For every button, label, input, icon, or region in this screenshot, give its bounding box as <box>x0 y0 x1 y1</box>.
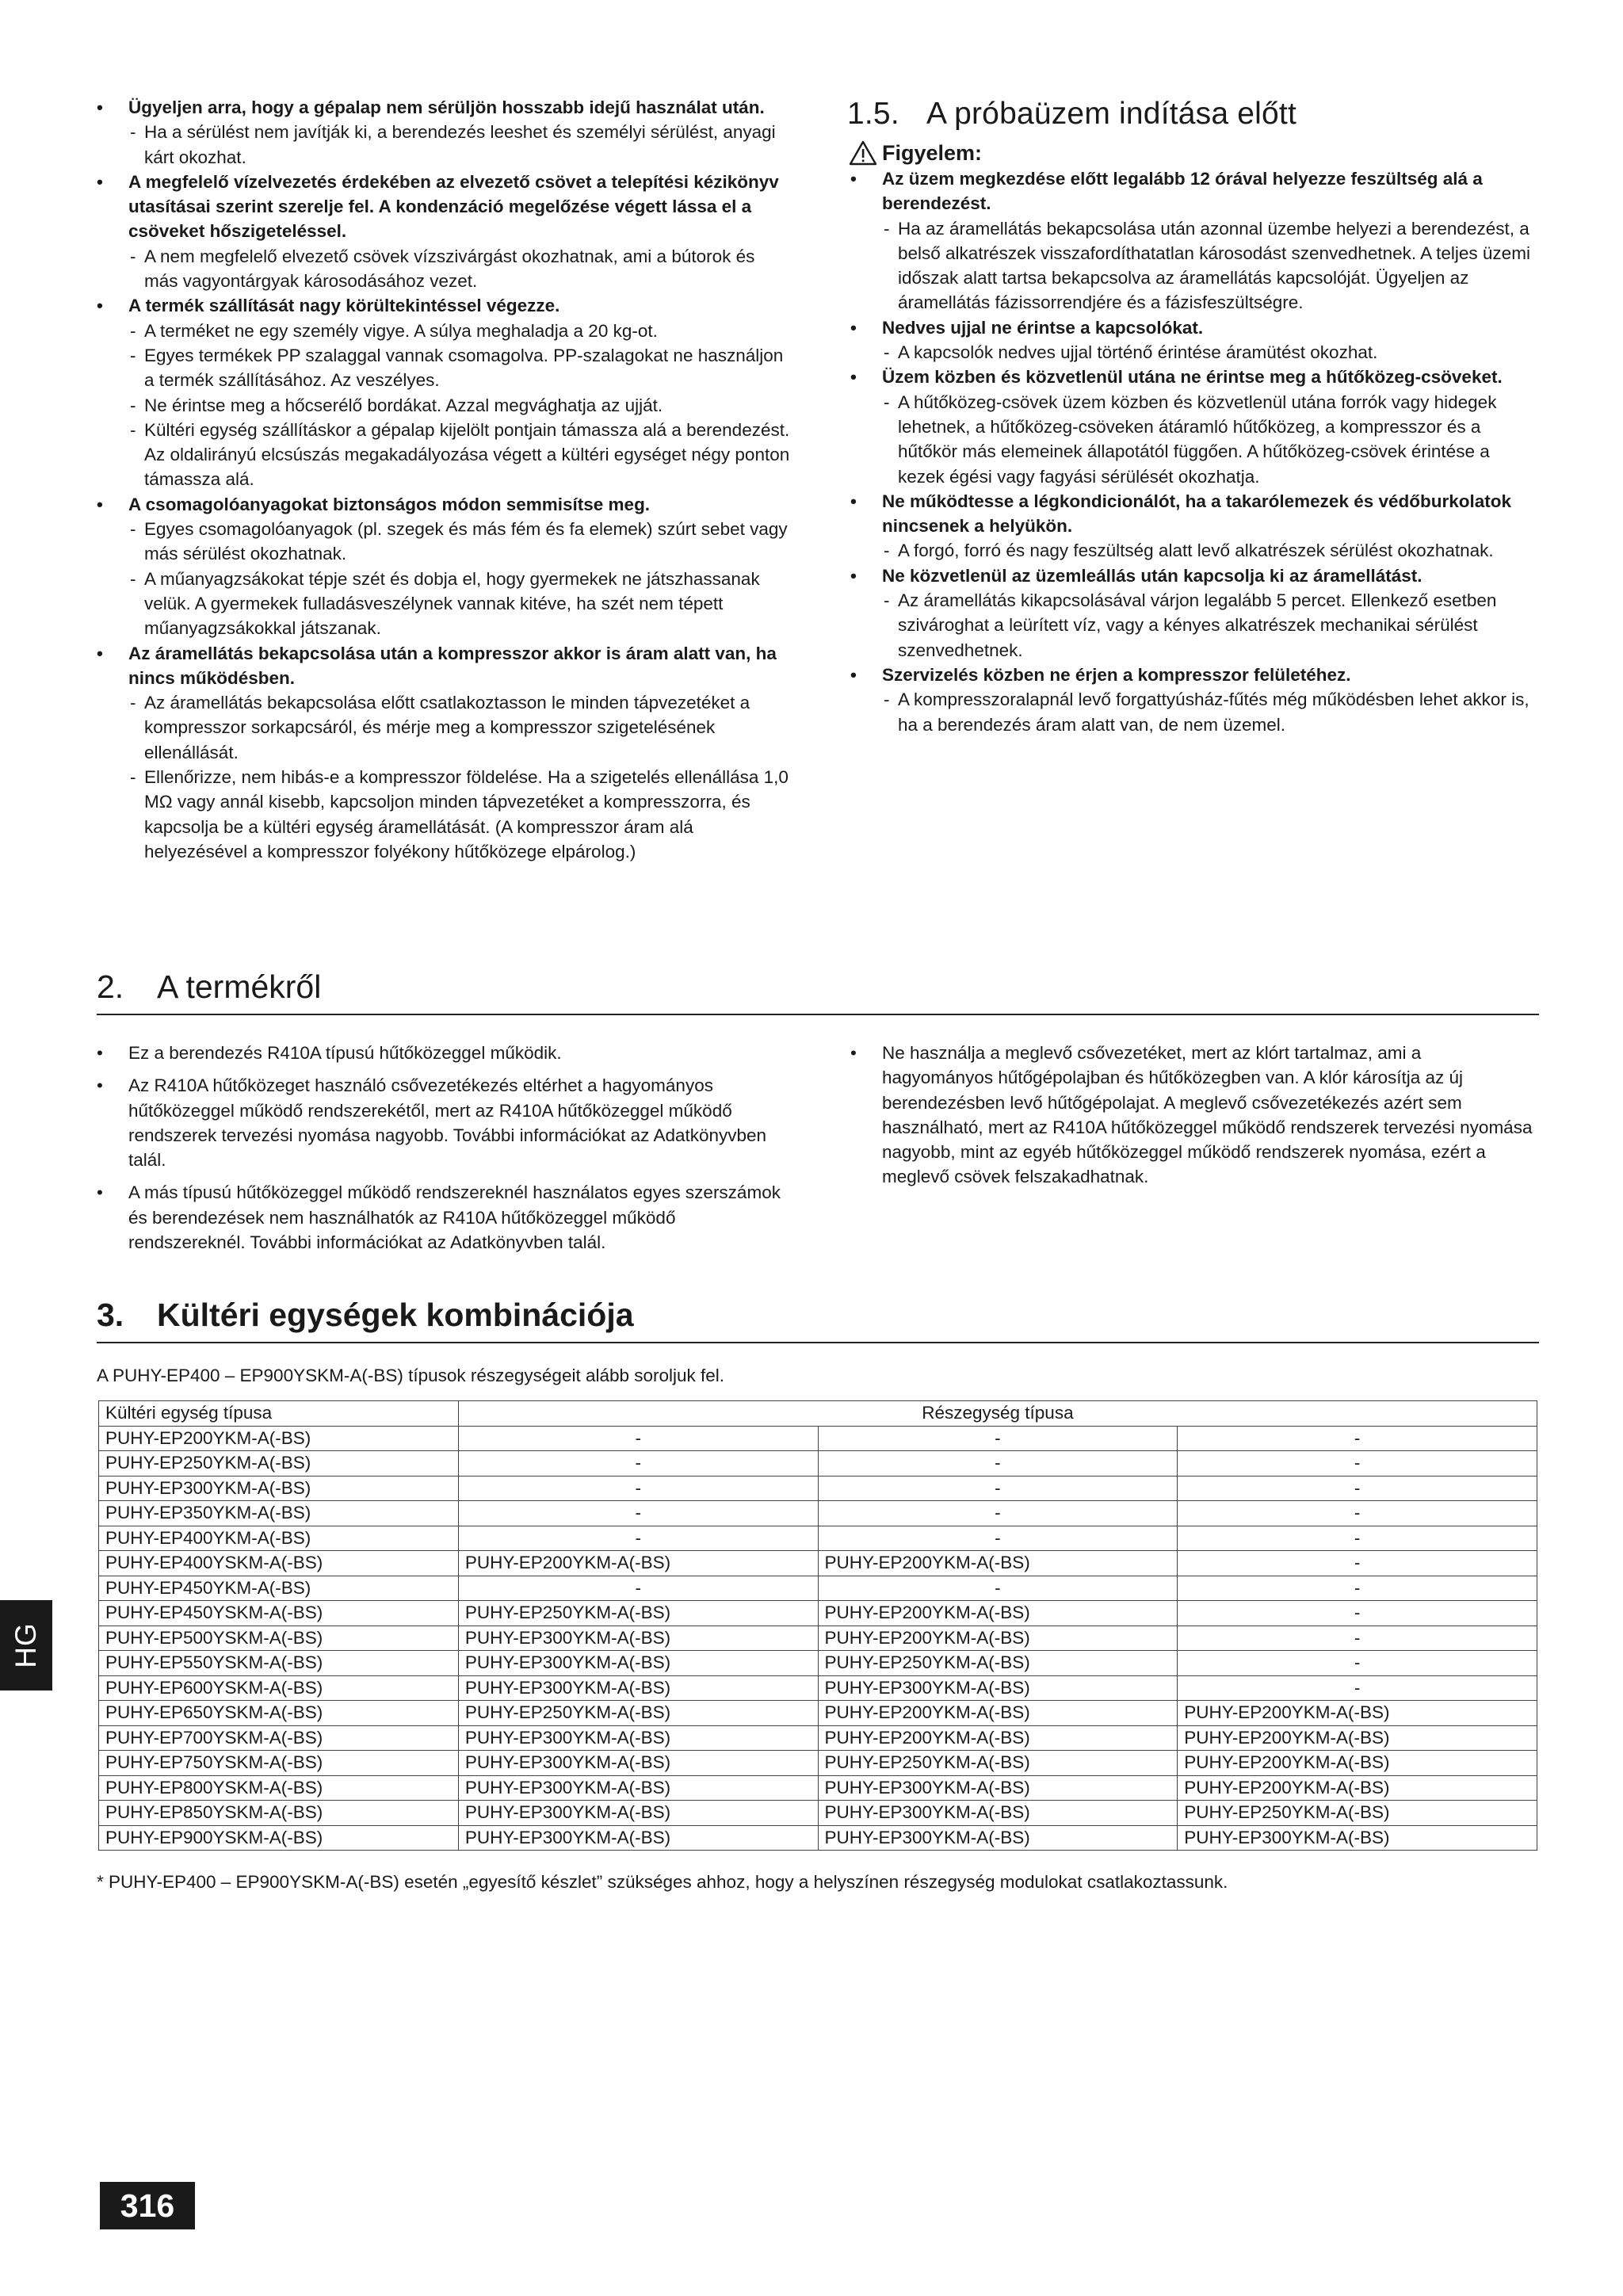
table-cell: PUHY-EP300YKM-A(-BS) <box>458 1626 818 1651</box>
table-cell: - <box>1178 1451 1537 1477</box>
table-cell: - <box>1178 1426 1537 1451</box>
bullet-item: • A termék szállítását nagy körültekintéssel végezze. <box>94 293 791 318</box>
table-row <box>99 1476 1537 1501</box>
table-cell: PUHY-EP200YKM-A(-BS) <box>1178 1775 1537 1801</box>
table-header-cell: Kültéri egység típusa <box>99 1401 459 1427</box>
sub-item: - A kapcsolók nedves ujjal történő érintése áramütést okozhat. <box>847 340 1537 365</box>
section-2-right-column <box>847 1041 1537 1198</box>
table-cell: PUHY-EP250YKM-A(-BS) <box>99 1451 459 1477</box>
bullet-item: • A megfelelő vízelvezetés érdekében az elvezető csövet a telepítési kézikönyv utasításai szerint szerelje fel. A kondenzáció megelőzése végett lássa el a csöveket hőszigeteléssel. <box>94 170 791 244</box>
table-cell: PUHY-EP800YSKM-A(-BS) <box>99 1775 459 1801</box>
table-cell: - <box>1178 1551 1537 1576</box>
table-cell: PUHY-EP250YKM-A(-BS) <box>818 1651 1178 1676</box>
table-cell: - <box>458 1426 818 1451</box>
table-cell: PUHY-EP300YKM-A(-BS) <box>458 1651 818 1676</box>
sub-item: - A terméket ne egy személy vigye. A súlya meghaladja a 20 kg-ot. <box>94 319 791 343</box>
table-cell: PUHY-EP300YKM-A(-BS) <box>818 1801 1178 1826</box>
bullet-item: • A más típusú hűtőközeggel működő rendszereknél használatos egyes szerszámok és berendezések nem használhatók az R410A hűtőközeggel működő rendszereknél. További információkat az Adatkönyvben talál. <box>94 1180 791 1255</box>
table-row <box>99 1775 1537 1801</box>
sub-item: - A nem megfelelő elvezető csövek vízszivárgást okozhatnak, ami a bútorok és más vagyontárgyak károsodásához vezet. <box>94 244 791 294</box>
section-2-heading <box>97 968 1539 1015</box>
table-cell: - <box>1178 1626 1537 1651</box>
table-cell: - <box>818 1501 1178 1526</box>
table-cell: PUHY-EP300YKM-A(-BS) <box>458 1775 818 1801</box>
table-cell: PUHY-EP200YKM-A(-BS) <box>818 1601 1178 1626</box>
table-cell: - <box>1178 1501 1537 1526</box>
table-cell: - <box>1178 1651 1537 1676</box>
table-row <box>99 1426 1537 1451</box>
bullet-item: • Ne használja a meglevő csővezetéket, mert az klórt tartalmaz, ami a hagyományos hűtőgépolajban és hűtőközegben van. A klór károsítja az új berendezésben levő hűtőgépolajat. A meglevő csővezetékezés azért sem használható, mert az R410A hűtőközeggel működő rendszerek tervezési nyomása nagyobb, mint az egyéb hűtőközeggel működő rendszerek nyomása, ezért a meglevő csövek felszakadhatnak. <box>847 1041 1537 1190</box>
table-cell: - <box>1178 1601 1537 1626</box>
table-cell: PUHY-EP200YKM-A(-BS) <box>458 1551 818 1576</box>
table-cell: PUHY-EP200YKM-A(-BS) <box>1178 1725 1537 1751</box>
bullet-item: • Ne működtesse a légkondicionálót, ha a takarólemezek és védőburkolatok nincsenek a helyükön. <box>847 489 1537 539</box>
table-cell: PUHY-EP750YSKM-A(-BS) <box>99 1751 459 1776</box>
table-row <box>99 1576 1537 1601</box>
table-cell: PUHY-EP300YKM-A(-BS) <box>818 1825 1178 1851</box>
table-cell: - <box>818 1451 1178 1477</box>
table-cell: - <box>458 1476 818 1501</box>
table-cell: PUHY-EP300YKM-A(-BS) <box>99 1476 459 1501</box>
bullet-item: • Ügyeljen arra, hogy a gépalap nem sérüljön hosszabb idejű használat után. <box>94 95 791 120</box>
bullet-item: • Az üzem megkezdése előtt legalább 12 órával helyezze feszültség alá a berendezést. <box>847 166 1537 216</box>
table-cell: PUHY-EP200YKM-A(-BS) <box>818 1701 1178 1726</box>
table-row <box>99 1725 1537 1751</box>
table-cell: PUHY-EP850YSKM-A(-BS) <box>99 1801 459 1826</box>
table-row <box>99 1825 1537 1851</box>
table-cell: PUHY-EP200YKM-A(-BS) <box>1178 1751 1537 1776</box>
table-cell: PUHY-EP200YKM-A(-BS) <box>1178 1701 1537 1726</box>
section-title: Kültéri egységek kombinációja <box>157 1297 634 1333</box>
table-cell: PUHY-EP600YSKM-A(-BS) <box>99 1675 459 1701</box>
section-1-5-items <box>847 166 1537 737</box>
table-cell: - <box>458 1576 818 1601</box>
table-header-row <box>99 1401 1537 1427</box>
table-cell: PUHY-EP200YKM-A(-BS) <box>818 1725 1178 1751</box>
table-cell: - <box>458 1526 818 1551</box>
section-number: 3. <box>97 1297 124 1333</box>
table-cell: PUHY-EP200YKM-A(-BS) <box>818 1551 1178 1576</box>
table-cell: PUHY-EP300YKM-A(-BS) <box>458 1725 818 1751</box>
bullet-item: • Az áramellátás bekapcsolása után a kompresszor akkor is áram alatt van, ha nincs működésben. <box>94 641 791 691</box>
section-3-heading <box>97 1296 1539 1343</box>
table-row <box>99 1601 1537 1626</box>
section-number: 1.5. <box>847 97 899 131</box>
table-header-cell: Részegység típusa <box>458 1401 1537 1427</box>
table-cell: PUHY-EP300YKM-A(-BS) <box>818 1775 1178 1801</box>
section-title: A termékről <box>157 968 322 1005</box>
table-cell: - <box>818 1426 1178 1451</box>
table-row <box>99 1651 1537 1676</box>
table-cell: PUHY-EP900YSKM-A(-BS) <box>99 1825 459 1851</box>
table-cell: PUHY-EP450YSKM-A(-BS) <box>99 1601 459 1626</box>
sub-item: - Egyes csomagolóanyagok (pl. szegek és más fém és fa elemek) szúrt sebet vagy más sérülést okozhatnak. <box>94 517 791 567</box>
table-row <box>99 1675 1537 1701</box>
table-row <box>99 1451 1537 1477</box>
left-column <box>94 95 791 864</box>
table-cell: PUHY-EP300YKM-A(-BS) <box>818 1675 1178 1701</box>
bullet-item: • Ez a berendezés R410A típusú hűtőközeggel működik. <box>94 1041 791 1065</box>
table-cell: PUHY-EP200YKM-A(-BS) <box>99 1426 459 1451</box>
bullet-item: • Ne közvetlenül az üzemleállás után kapcsolja ki az áramellátást. <box>847 563 1537 588</box>
bullet-item: • Üzem közben és közvetlenül utána ne érintse meg a hűtőközeg-csöveket. <box>847 365 1537 389</box>
table-row <box>99 1801 1537 1826</box>
section-1-5-heading <box>847 95 1537 133</box>
warning-text: Figyelem: <box>882 141 983 165</box>
sub-item: - Egyes termékek PP szalaggal vannak csomagolva. PP-szalagokat ne használjon a termék szállításához. Az veszélyes. <box>94 343 791 393</box>
bullet-item: • Nedves ujjal ne érintse a kapcsolókat. <box>847 315 1537 340</box>
table-cell: PUHY-EP300YKM-A(-BS) <box>458 1675 818 1701</box>
section-2-left-column <box>94 1041 791 1263</box>
table-footnote: * PUHY-EP400 – EP900YSKM-A(-BS) esetén „egyesítő készlet” szükséges ahhoz, hogy a helyszínen részegység modulokat csatlakoztassunk. <box>97 1872 1228 1892</box>
table-row <box>99 1551 1537 1576</box>
table-row <box>99 1701 1537 1726</box>
table-cell: PUHY-EP650YSKM-A(-BS) <box>99 1701 459 1726</box>
table-cell: PUHY-EP550YSKM-A(-BS) <box>99 1651 459 1676</box>
table-cell: PUHY-EP400YSKM-A(-BS) <box>99 1551 459 1576</box>
combination-table <box>98 1400 1537 1851</box>
table-cell: - <box>818 1476 1178 1501</box>
table-cell: - <box>1178 1675 1537 1701</box>
bullet-item: • Szervizelés közben ne érjen a kompresszor felületéhez. <box>847 663 1537 687</box>
sub-item: - Ellenőrizze, nem hibás-e a kompresszor földelése. Ha a szigetelés ellenállása 1,0 MΩ vagy annál kisebb, kapcsoljon minden tápvezetéket a kompresszorra, és kapcsolja be a kültéri egység áramellátását. (A kompresszor áram alá helyezésével a kompresszor folyékony hűtőközege elpárolog.) <box>94 765 791 864</box>
table-row <box>99 1526 1537 1551</box>
table-cell: - <box>1178 1476 1537 1501</box>
table-cell: PUHY-EP300YKM-A(-BS) <box>458 1801 818 1826</box>
sub-item: - Az áramellátás kikapcsolásával várjon legalább 5 percet. Ellenkező esetben szivároghat a leürített víz, vagy a kényes alkatrészek mechanikai sérülést szenvedhetnek. <box>847 588 1537 663</box>
sub-item: - A műanyagzsákokat tépje szét és dobja el, hogy gyermekek ne játszhassanak velük. A gyermekek fulladásveszélynek vannak kitéve, ha szét nem tépett műanyagzsákokkal játszanak. <box>94 567 791 641</box>
language-side-tab <box>0 1600 52 1690</box>
table-cell: PUHY-EP250YKM-A(-BS) <box>1178 1801 1537 1826</box>
sub-item: - Kültéri egység szállításkor a gépalap kijelölt pontjain támassza alá a berendezést. Az oldalirányú elcsúszás megakadályozása végett a kültéri egységet négy ponton támassza alá. <box>94 418 791 492</box>
side-tab-label: HG <box>10 1622 42 1668</box>
sub-item: - Ha az áramellátás bekapcsolása után azonnal üzembe helyezi a berendezést, a belső alkatrészek visszafordíthatatlan károsodást szenvedhetnek. A teljes üzemi időszak alatt tartsa bekapcsolva az áramellátás kapcsolóját. Ügyeljen az áramellátás fázissorrendjére és a fázisfeszültségre. <box>847 216 1537 315</box>
bullet-item: • A csomagolóanyagokat biztonságos módon semmisítse meg. <box>94 492 791 517</box>
bullet-item: • Az R410A hűtőközeget használó csővezetékezés eltérhet a hagyományos hűtőközeggel működő rendszerekétől, mert az R410A hűtőközeggel működő rendszerek tervezési nyomása nagyobb. További információkat az Adatkönyvben talál. <box>94 1073 791 1172</box>
table-row <box>99 1501 1537 1526</box>
warning-icon <box>849 140 877 166</box>
table-cell: - <box>1178 1526 1537 1551</box>
sub-item: - Az áramellátás bekapcsolása előtt csatlakoztasson le minden tápvezetéket a kompresszor sorkapcsáról, és mérje meg a kompresszor szigetelésének ellenállását. <box>94 690 791 765</box>
table-cell: PUHY-EP300YKM-A(-BS) <box>458 1825 818 1851</box>
table-cell: PUHY-EP700YSKM-A(-BS) <box>99 1725 459 1751</box>
table-cell: - <box>458 1501 818 1526</box>
sub-item: - A hűtőközeg-csövek üzem közben és közvetlenül utána forrók vagy hidegek lehetnek, a hűtőközeg-csöveken átáramló hűtőközeg, a kompresszor és a hűtőkör más elemeinek állapotától függően. A hűtőközeg-csövek érintése a kezek égési vagy fagyási sérülését okozhatja. <box>847 390 1537 489</box>
table-cell: PUHY-EP450YKM-A(-BS) <box>99 1576 459 1601</box>
table-cell: - <box>1178 1576 1537 1601</box>
table-row <box>99 1626 1537 1651</box>
sub-item: - A kompresszoralapnál levő forgattyúsház-fűtés még működésben lehet akkor is, ha a berendezés áram alatt van, de nem üzemel. <box>847 687 1537 737</box>
table-cell: PUHY-EP350YKM-A(-BS) <box>99 1501 459 1526</box>
table-cell: PUHY-EP400YKM-A(-BS) <box>99 1526 459 1551</box>
table-cell: - <box>458 1451 818 1477</box>
right-column <box>847 95 1537 737</box>
table-cell: PUHY-EP300YKM-A(-BS) <box>1178 1825 1537 1851</box>
table-cell: PUHY-EP250YKM-A(-BS) <box>458 1601 818 1626</box>
sub-item: - A forgó, forró és nagy feszültség alatt levő alkatrészek sérülést okozhatnak. <box>847 538 1537 563</box>
section-title: A próbaüzem indítása előtt <box>926 97 1296 131</box>
table-cell: PUHY-EP250YKM-A(-BS) <box>818 1751 1178 1776</box>
table-cell: - <box>818 1526 1178 1551</box>
sub-item: - Ne érintse meg a hőcserélő bordákat. Azzal megvághatja az ujját. <box>94 393 791 418</box>
table-cell: PUHY-EP500YSKM-A(-BS) <box>99 1626 459 1651</box>
section-3-intro: A PUHY-EP400 – EP900YSKM-A(-BS) típusok részegységeit alább soroljuk fel. <box>97 1366 725 1385</box>
page-number: 316 <box>100 2182 195 2229</box>
table-row <box>99 1751 1537 1776</box>
table-cell: PUHY-EP300YKM-A(-BS) <box>458 1751 818 1776</box>
section-number: 2. <box>97 968 124 1005</box>
sub-item: - Ha a sérülést nem javítják ki, a berendezés leeshet és személyi sérülést, anyagi kárt okozhat. <box>94 120 791 170</box>
table-cell: PUHY-EP200YKM-A(-BS) <box>818 1626 1178 1651</box>
warning-label <box>849 139 1537 166</box>
table-cell: PUHY-EP250YKM-A(-BS) <box>458 1701 818 1726</box>
table-cell: - <box>818 1576 1178 1601</box>
